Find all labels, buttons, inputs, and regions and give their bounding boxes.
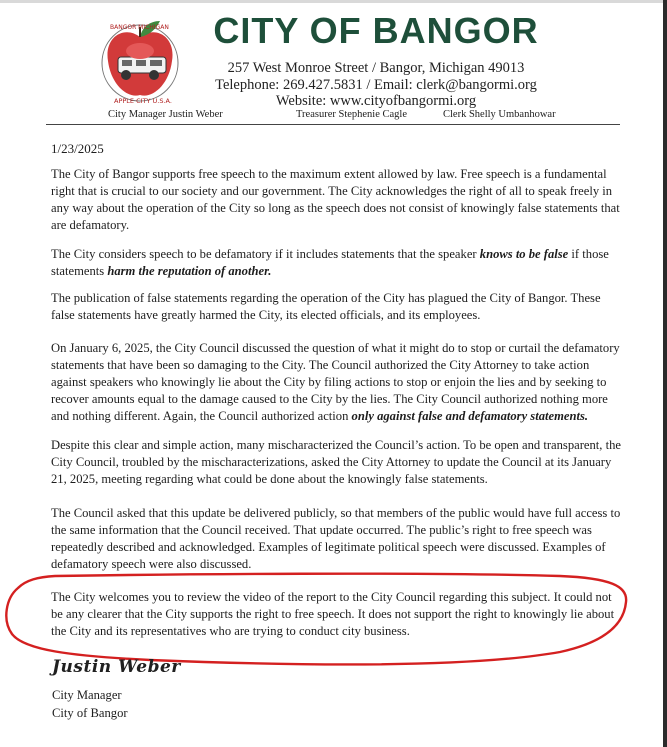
paragraph-3: The publication of false statements regarding the operation of the City has plagued the City of Bangor. These false statements have greatly harmed the City, its elected officials, and its employees.	[51, 291, 601, 322]
official-treasurer: Treasurer Stephenie Cagle	[296, 109, 407, 120]
letterhead-title: CITY OF BANGOR	[213, 10, 539, 51]
paragraph-4-text: On January 6, 2025, the City Council discussed the question of what it might do to stop or curtail the defamatory statements that have been so damaging to the City. The Council authorized the City Attorney to take action against speakers who knowingly lie about the City by filing actions to stop or enjoin the lies and by seeking to recover amounts equal to the damage caused to the City by the lies. The City Council authorized nothing more and nothing different. Again, the Council authorized action	[51, 341, 620, 423]
paragraph-1: The City of Bangor supports free speech to the maximum extent allowed by law. Free speech is a fundamental right that is crucial to our society and our government. The City acknowledges the right of all to speak freely in any way about the operation of the City so long as the speech does not consist of knowingly false statements that are defamatory.	[51, 167, 620, 232]
paragraph-5: Despite this clear and simple action, many mischaracterized the Council’s action. To be open and transparent, the City Council, troubled by the mischaracterizations, asked the City Attorney to update the Council at its January 21, 2025, meeting regarding what could be done about the knowingly false statements.	[51, 438, 621, 486]
paragraph-2-emphasis-a: knows to be false	[479, 247, 569, 261]
paragraph-2-emphasis-b: harm the reputation of another.	[107, 264, 272, 278]
paragraph-4-emphasis: only against false and defamatory statements.	[351, 409, 589, 423]
paragraph-7: The City welcomes you to review the video of the report to the City Council regarding this subject. It could not be any clearer that the City supports the right to free speech. It does not support the right to knowingly lie about the City and its representatives who are trying to conduct city business.	[51, 590, 615, 638]
paragraph-2	[51, 246, 621, 280]
paragraph-6: The Council asked that this update be delivered publicly, so that members of the public would have full access to the same information that the Council received. That update occurred. The public’s right to free speech was repeatedly described and acknowledged. Examples of legitimate political speech were discussed. Examples of defamatory speech were also discussed.	[51, 506, 621, 571]
signer-org: City of Bangor	[52, 706, 128, 720]
scan-edge-top	[0, 0, 667, 3]
official-manager: City Manager Justin Weber	[108, 109, 223, 120]
letterhead-address: 257 West Monroe Street / Bangor, Michigan 49013	[227, 60, 525, 76]
letterhead-contact: Telephone: 269.427.5831 / Email: clerk@bangormi.org	[215, 77, 537, 93]
letterhead-website: Website: www.cityofbangormi.org	[275, 93, 477, 109]
letterhead-rule	[46, 124, 620, 125]
signer-title: City Manager	[52, 688, 122, 702]
logo-bottom-text: APPLE CITY U.S.A.	[114, 97, 172, 105]
letter-date: 1/23/2025	[51, 141, 104, 156]
logo-top-text: BANGOR MICHIGAN	[110, 24, 169, 31]
signature: Justin Weber	[52, 657, 181, 677]
paragraph-2-text-b: if those statements	[51, 247, 609, 278]
scan-edge-right	[663, 0, 667, 747]
paragraph-2-text-a: The City considers speech to be defamatory if it includes statements that the speaker	[51, 247, 480, 261]
paragraph-4	[51, 340, 621, 425]
apple-seal-icon	[96, 15, 184, 105]
official-clerk: Clerk Shelly Umbanhowar	[443, 109, 556, 120]
